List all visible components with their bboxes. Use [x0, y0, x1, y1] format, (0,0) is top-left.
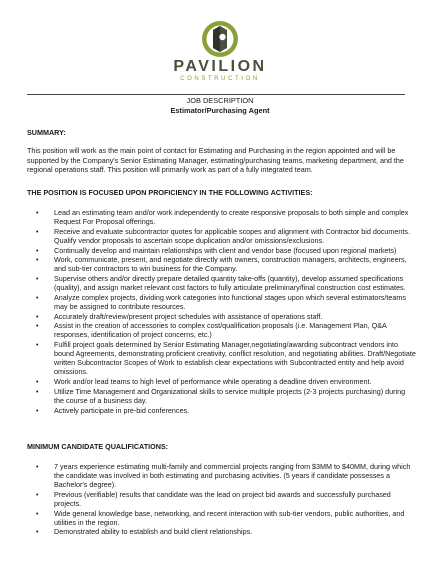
- summary-heading: SUMMARY:: [27, 128, 66, 137]
- list-item: • Demonstrated ability to establish and build client relationships.: [27, 527, 417, 536]
- job-title: Estimator/Purchasing Agent: [170, 106, 270, 115]
- doc-type: JOB DESCRIPTION: [186, 96, 254, 105]
- list-item: • Accurately draft/review/present project schedules with assistance of operations staff.: [27, 312, 417, 321]
- list-item: • Continually develop and maintain relationships with client and vendor base (focused upon regional markets): [27, 246, 417, 255]
- summary-text: This position will work as the main point of contact for Estimating and Purchasing in the region appointed and will be supported by the Company's Senior Estimating Manager, estimating/purchasing teams, marketing department, and the regional operations staff. This position will primarily work as part of a fully integrated team.: [27, 146, 404, 175]
- list-item: • Analyze complex projects, dividing work categories into functional stages upon which several estimators/teams may be assigned to contribute resources.: [27, 293, 417, 311]
- list-item: • Fulfill project goals determined by Senior Estimating Manager,negotiating/awarding subcontract vendors into bound Agreements, demonstrating proficient creativity, conflict resolution, and negotiating abilities. Draft/Negotiate written Subcontractor Scopes of Work to establish clear expectations with Subcontracted entity and help avoid omissions.: [27, 340, 417, 376]
- qualifications-list: [27, 462, 417, 537]
- activities-heading: THE POSITION IS FOCUSED UPON PROFICIENCY IN THE FOLLOWING ACTIVITIES:: [27, 188, 313, 197]
- list-item: • Work, communicate, present, and negotiate directly with owners, construction managers, architects, engineers, and sub-tier contractors to win business for the Company.: [27, 255, 417, 273]
- header-divider: [27, 94, 405, 95]
- list-item: • Work and/or lead teams to high level of performance while operating a deadline driven environment.: [27, 377, 417, 386]
- list-item: • Utilize Time Management and Organizational skills to service multiple projects (2-3 projects purchasing) during the course of a business day.: [27, 387, 417, 405]
- brand-tagline: CONSTRUCTION: [180, 76, 260, 82]
- list-item: • Receive and evaluate subcontractor quotes for applicable scopes and alignment with Contractor bid documents. Qualify vendor proposals to ascertain scope duplication and/or omissions/exclusions.: [27, 227, 417, 245]
- list-item: • 7 years experience estimating multi-family and commercial projects ranging from $3MM to $40MM, during which the candidate was involved in both estimating and purchasing activities. (5 years if candidate possesses a Bachelor's degree).: [27, 462, 417, 489]
- list-item: • Lead an estimating team and/or work independently to create responsive proposals to both simple and complex Request For Proposal offerings.: [27, 208, 417, 226]
- brand-name: PAVILION: [173, 58, 267, 75]
- list-item: • Previous (verifiable) results that candidate was the lead on project bid awards and successfully purchased projects.: [27, 490, 417, 508]
- activities-list: [27, 208, 417, 415]
- list-item: • Assist in the creation of accessories to complex cost/qualification proposals (i.e. Management Plan, Q&A responses, identification of project concerns, etc.): [27, 321, 417, 339]
- list-item: • Wide general knowledge base, networking, and recent interaction with sub-tier vendors, public authorities, and utilities in the region.: [27, 509, 417, 527]
- company-logo: [0, 20, 440, 83]
- qualifications-heading: MINIMUM CANDIDATE QUALIFICATIONS:: [27, 442, 169, 451]
- list-item: • Actively participate in pre-bid conferences.: [27, 406, 417, 415]
- pavilion-logo-icon: [201, 20, 239, 58]
- list-item: • Supervise others and/or directly prepare detailed quantity take-offs (quantity), develop assumed specifications (quality), and assign market relevant cost factors to fully articulate preliminary/final construction cost estimates.: [27, 274, 417, 292]
